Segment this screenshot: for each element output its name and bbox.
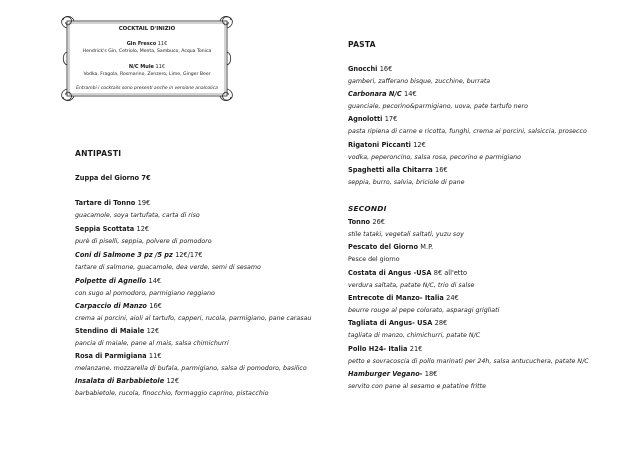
antipasti-item-name: Tartare di Tonno (75, 199, 136, 207)
antipasti-item-name: Polpette di Agnello (75, 277, 147, 285)
secondi-item-price: M.P. (420, 243, 434, 251)
cocktail-item-1-name: Gin Fresco (126, 41, 157, 47)
secondi-item-desc: beurre rouge al pepe colorato, asparagi grigliati (348, 307, 500, 314)
antipasti-item-desc: crema ai porcini, aioli al tartufo, capperi, rucola, parmigiano, pane carasau (75, 315, 312, 322)
pasta-item-price: 12€ (413, 141, 426, 149)
antipasti-item-6-line (75, 328, 159, 335)
zuppa-del-giorno: Zuppa del Giorno 7€ (75, 174, 151, 182)
pasta-item-3-line (348, 116, 397, 123)
secondi-item-desc: Pesce del giorno (348, 256, 400, 263)
secondi-item-name: Tonno (348, 218, 371, 226)
antipasti-item-price: 16€ (149, 302, 162, 310)
pasta-item-desc: gamberi, zafferano bisque, zucchine, burrata (348, 78, 491, 85)
antipasti-item-3-line (75, 252, 203, 259)
secondi-item-desc: verdura saltata, patate N/C, trio di salse (348, 282, 475, 289)
secondi-item-name: Pescato del Giorno (348, 243, 418, 251)
antipasti-item-price: 12€/17€ (175, 251, 203, 259)
secondi-item-price: 24€ (446, 294, 459, 302)
secondi-heading: SECONDI (348, 204, 387, 213)
secondi-item-6-line (348, 346, 422, 353)
cocktail-item-2-desc: Vodka, Fragola, Rosmarino, Zenzero, Lime, Ginger Beer (83, 72, 211, 77)
antipasti-item-price: 12€ (166, 377, 180, 385)
antipasti-item-desc: tartare di salmone, guacamole, dea verde, semi di sesamo (75, 264, 261, 271)
antipasti-item-name: Seppia Scottata (75, 225, 135, 233)
pasta-item-name: Carbonara N/C (348, 90, 402, 98)
secondi-item-1-line (348, 219, 385, 226)
secondi-item-7-line (348, 371, 437, 378)
antipasti-item-2-line (75, 226, 149, 233)
cocktail-box (58, 14, 236, 103)
pasta-item-price: 17€ (384, 115, 398, 123)
secondi-item-desc: petto e sovracoscia di pollo marinati per 24h, salsa antucuchera, patate N/C (348, 358, 589, 365)
antipasti-item-4-line (75, 278, 161, 285)
antipasti-item-name: Carpaccio di Manzo (75, 302, 147, 310)
secondi-item-price: 8€ all'etto (433, 269, 468, 277)
secondi-item-name: Costata di Angus -USA (348, 269, 432, 277)
antipasti-item-price: 19€ (137, 199, 151, 207)
pasta-item-price: 14€ (404, 90, 417, 98)
cocktail-note: Entrambi i cocktails sono presenti anche in versione analcolica (76, 86, 218, 91)
antipasti-item-desc: melanzane, mozzarella di bufala, parmigiano, salsa di pomodoro, basilico (75, 365, 307, 372)
cocktail-item-1-price: 11€ (157, 41, 168, 47)
antipasti-item-price: 11€ (148, 352, 162, 360)
pasta-item-price: 16€ (435, 166, 448, 174)
secondi-item-desc: tagliata di manzo, chimichurri, patate N/C (348, 332, 481, 339)
antipasti-item-7-line (75, 353, 162, 360)
pasta-item-desc: guanciale, pecorino&parmigiano, uova, pate tartufo nero (348, 103, 528, 110)
secondi-item-4-line (348, 295, 459, 302)
antipasti-item-desc: barbabietole, rucola, finocchio, formaggio caprino, pistacchio (75, 390, 269, 397)
pasta-item-4-line (348, 142, 426, 149)
pasta-item-price: 16€ (379, 65, 393, 73)
antipasti-heading: ANTIPASTI (75, 149, 122, 158)
antipasti-item-name: Rosa di Parmigiana (75, 352, 147, 360)
cocktail-title: COCKTAIL D'INIZIO (118, 26, 176, 32)
antipasti-item-price: 12€ (136, 225, 150, 233)
secondi-item-3-line (348, 270, 467, 277)
pasta-item-desc: seppia, burro, salvia, briciole di pane (348, 179, 465, 186)
antipasti-item-name: Stendino di Maiale (75, 327, 145, 335)
secondi-item-price: 26€ (372, 218, 385, 226)
cocktail-item-1-desc: Hendrick's Gin, Cetriolo, Menta, Sambuco, Acqua Tonica (82, 49, 212, 54)
secondi-item-price: 28€ (434, 319, 448, 327)
cocktail-item-1 (58, 42, 236, 47)
antipasti-item-desc: pancia di maiale, pane al mais, salsa chimichurri (75, 340, 229, 347)
pasta-item-desc: vodka, peperoncino, salsa rosa, pecorino e parmigiano (348, 154, 521, 161)
pasta-item-name: Rigatoni Piccanti (348, 141, 411, 149)
pasta-item-name: Spaghetti alla Chitarra (348, 166, 433, 174)
cocktail-item-2-price: 11€ (155, 64, 166, 70)
pasta-heading: PASTA (348, 40, 376, 49)
secondi-item-name: Pollo H24- Italia (348, 345, 408, 353)
pasta-item-2-line (348, 91, 417, 98)
secondi-item-2-line (348, 244, 433, 251)
antipasti-item-1-line (75, 200, 150, 207)
pasta-item-name: Gnocchi (348, 65, 378, 73)
secondi-item-name: Entrecote di Manzo- Italia (348, 294, 444, 302)
secondi-item-name: Tagliata di Angus- USA (348, 319, 433, 327)
antipasti-item-desc: con sugo al pomodoro, parmigiano reggiano (75, 290, 215, 297)
pasta-item-desc: pasta ripiena di carne e ricotta, funghi, crema ai porcini, salsiccia, prosecco (348, 128, 587, 135)
pasta-item-name: Agnolotti (348, 115, 383, 123)
antipasti-item-desc: guacamole, soya tartufata, carta di riso (75, 212, 200, 219)
pasta-item-1-line (348, 66, 392, 73)
antipasti-item-price: 12€ (146, 327, 160, 335)
secondi-item-price: 18€ (424, 370, 438, 378)
antipasti-item-price: 14€ (148, 277, 162, 285)
secondi-item-desc: servito con pane al sesamo e patatine fritte (348, 383, 486, 390)
antipasti-item-8-line (75, 378, 179, 385)
antipasti-item-desc: purè di piselli, seppia, polvere di pomodoro (75, 238, 212, 245)
secondi-item-5-line (348, 320, 447, 327)
antipasti-item-5-line (75, 303, 162, 310)
antipasti-item-name: Insalata di Barbabietole (75, 377, 165, 385)
secondi-item-name: Hamburger Vegano- (348, 370, 423, 378)
antipasti-item-name: Coni di Salmone 3 pz /5 pz (75, 251, 173, 259)
secondi-item-price: 21€ (409, 345, 423, 353)
pasta-item-5-line (348, 167, 448, 174)
cocktail-item-2-name: N/C Mule (128, 64, 154, 70)
secondi-item-desc: stile tataki, vegetali saltati, yuzu soy (348, 231, 464, 238)
cocktail-item-2 (58, 65, 236, 70)
